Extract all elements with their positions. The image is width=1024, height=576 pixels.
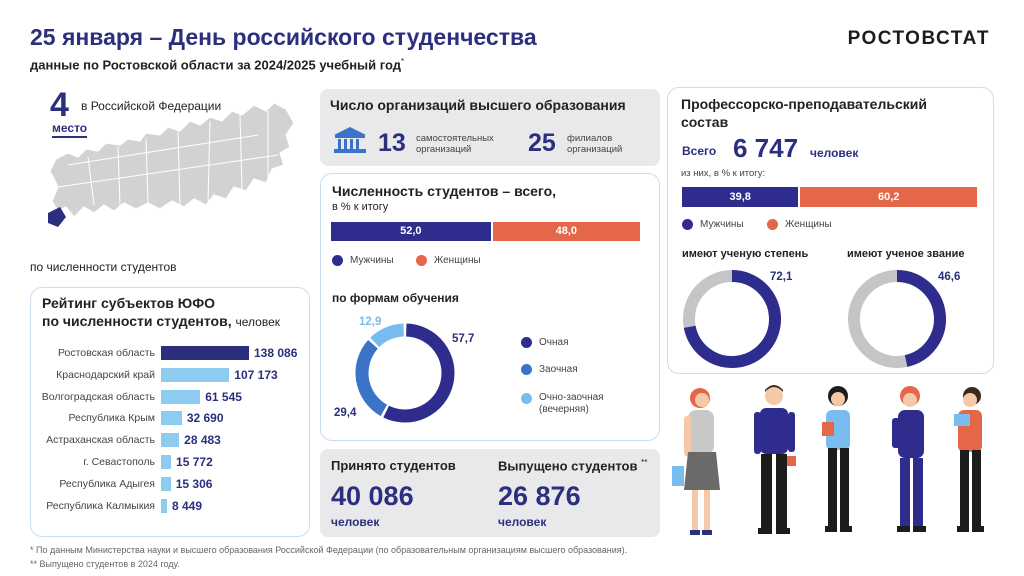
rating-value: 28 483: [184, 433, 221, 448]
rating-bar: [161, 346, 249, 360]
rating-row: [30, 410, 310, 428]
rating-region-label: Республика Адыгея: [59, 477, 155, 490]
rating-row: [30, 476, 310, 494]
students-women-segment: 48,0: [493, 222, 640, 241]
legend-dot-staff-men: [682, 219, 693, 230]
form-value-evening: 12,9: [359, 316, 382, 328]
rating-title-line2: по численности студентов, человек: [42, 313, 281, 329]
academic-rank-donut-arc-fill: [897, 276, 940, 361]
student-figure-3: [822, 386, 852, 532]
subtitle-footnote-mark: *: [401, 57, 405, 66]
admitted-label: Принято студентов: [331, 458, 456, 473]
students-illustration: [672, 382, 994, 542]
degree-label: имеют ученую степень: [682, 248, 809, 260]
independent-orgs-label: самостоятельных организаций: [416, 133, 494, 155]
footnote-2: ** Выпущено студентов в 2024 году.: [30, 559, 180, 569]
rating-bar: [161, 433, 179, 447]
rating-value: 138 086: [254, 346, 298, 360]
donut-segment-full-time: [386, 330, 448, 416]
admitted-unit: человек: [331, 515, 380, 529]
rating-value: 15 306: [175, 476, 213, 491]
form-value-full-time: 57,7: [452, 333, 475, 345]
map-caption: по численности студентов: [30, 260, 177, 274]
legend-dot-evening: [521, 393, 532, 404]
donut-segment-part-time: [362, 344, 384, 410]
rating-row: [30, 432, 310, 450]
rating-region-label: Ростовская область: [57, 347, 155, 359]
rating-row: [30, 345, 310, 363]
university-building-icon: [332, 126, 368, 154]
academic-rank-label: имеют ученое звание: [847, 248, 965, 260]
graduated-label: Выпущено студентов **: [498, 458, 648, 474]
rating-title: [42, 294, 280, 331]
independent-orgs-count: 13: [378, 129, 406, 157]
legend-dot-women: [416, 255, 427, 266]
students-legend-men: Мужчины: [332, 255, 394, 266]
degree-donut: [681, 268, 783, 370]
student-figure-1: [672, 388, 720, 535]
rating-bar: [161, 477, 171, 491]
rating-row: [30, 498, 310, 516]
graduated-unit: человек: [498, 515, 547, 529]
rating-bar: [161, 411, 182, 425]
branches-count: 25: [528, 129, 556, 157]
academic-rank-value: 46,6: [938, 271, 961, 283]
forms-legend-part-time: Заочная: [521, 364, 578, 375]
rating-value: 15 772: [176, 455, 213, 469]
rating-value: 8 449: [172, 498, 203, 513]
staff-total-unit: человек: [810, 146, 859, 160]
students-subtitle: в % к итогу: [332, 201, 389, 213]
rating-value: 107 173: [234, 367, 278, 382]
student-figure-2: [754, 385, 796, 534]
rating-region-label: Республика Крым: [68, 412, 155, 425]
russia-rank-place: место: [52, 121, 87, 138]
students-men-segment: 52,0: [331, 222, 491, 241]
student-figure-4: [892, 386, 926, 532]
form-value-part-time: 29,4: [334, 407, 357, 419]
rating-region-label: Волгоградская область: [41, 390, 155, 403]
rating-value: 32 690: [186, 411, 224, 426]
staff-women-segment: 60,2: [800, 187, 977, 207]
legend-dot-men: [332, 255, 343, 266]
footnote-1: * По данным Министерства науки и высшего образования Российской Федерации (по образовательным организациям высшего образования).: [30, 545, 628, 555]
staff-total-value: 6 747: [733, 133, 799, 163]
branches-label: филиалов организаций: [567, 133, 623, 155]
admitted-value: 40 086: [331, 481, 414, 511]
page-subtitle: [30, 57, 404, 72]
rating-unit: человек: [235, 315, 281, 329]
rating-row: [30, 367, 310, 385]
rating-row: [30, 389, 310, 407]
brand-logo: РОСТОВСТАТ: [847, 28, 990, 49]
russia-rank-text: в Российской Федерации: [81, 99, 222, 113]
staff-men-segment: 39,8: [682, 187, 798, 207]
rating-region-label: г. Севастополь: [83, 456, 155, 468]
rating-bar: [161, 499, 167, 513]
legend-dot-staff-women: [767, 219, 778, 230]
rating-region-label: Астраханская область: [46, 434, 155, 447]
page-title: 25 января – День российского студенчества: [30, 24, 537, 50]
russia-rank-number: 4: [50, 86, 69, 124]
student-figure-5: [954, 387, 984, 532]
rating-region-label: Республика Калмыкия: [46, 499, 155, 512]
rating-bar: [161, 368, 229, 382]
rating-title-line1: Рейтинг субъектов ЮФО: [42, 295, 216, 311]
rating-bar: [161, 390, 200, 404]
forms-legend-full-time: Очная: [521, 337, 569, 348]
study-forms-title: по формам обучения: [332, 291, 459, 305]
staff-title: Профессорско-преподавательский состав: [681, 96, 927, 130]
study-forms-donut: [350, 318, 460, 428]
degree-value: 72,1: [770, 271, 793, 283]
rating-row: [30, 454, 310, 472]
organizations-title: Число организаций высшего образования: [330, 97, 626, 113]
academic-rank-donut: [846, 268, 948, 370]
forms-legend-evening: Очно-заочная (вечерняя): [521, 392, 604, 416]
rating-region-label: Краснодарский край: [56, 368, 155, 381]
students-legend-women: Женщины: [416, 255, 481, 266]
rating-bar: [161, 455, 171, 469]
donut-segment-evening: [375, 330, 404, 342]
subtitle-text: данные по Ростовской области за 2024/2025 учебный год: [30, 57, 402, 73]
graduated-value: 26 876: [498, 481, 581, 511]
staff-total-label: Всего: [682, 144, 717, 158]
legend-dot-full-time: [521, 337, 532, 348]
rating-value: 61 545: [205, 389, 242, 404]
staff-legend-men: Мужчины: [682, 219, 744, 230]
staff-legend-women: Женщины: [767, 219, 832, 230]
legend-dot-part-time: [521, 364, 532, 375]
staff-subtitle: из них, в % к итогу:: [681, 168, 766, 179]
students-title: Численность студентов – всего,: [332, 183, 557, 199]
rostov-region-marker: [48, 207, 66, 227]
